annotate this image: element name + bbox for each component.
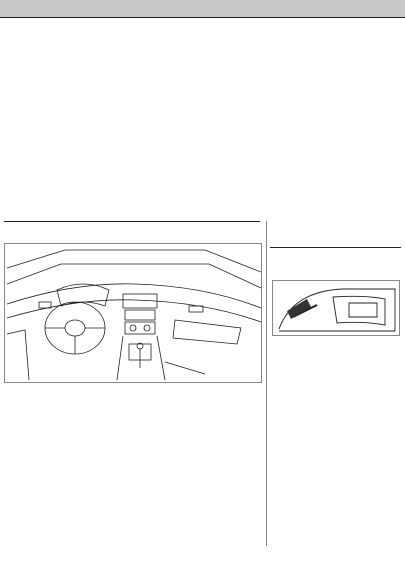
dashboard-drawing <box>5 244 262 383</box>
door-lock-illustration <box>272 280 400 336</box>
section-rule-lock <box>266 221 267 546</box>
section-rule-top <box>4 221 260 222</box>
dashboard-illustration <box>4 243 262 383</box>
text-column-3 <box>274 24 401 219</box>
door-lock-drawing <box>273 281 400 336</box>
lock-text-column <box>272 357 401 552</box>
text-column-1 <box>4 24 132 219</box>
page-header <box>0 0 405 18</box>
lock-title-rule <box>270 247 401 248</box>
text-column-2 <box>140 24 268 219</box>
